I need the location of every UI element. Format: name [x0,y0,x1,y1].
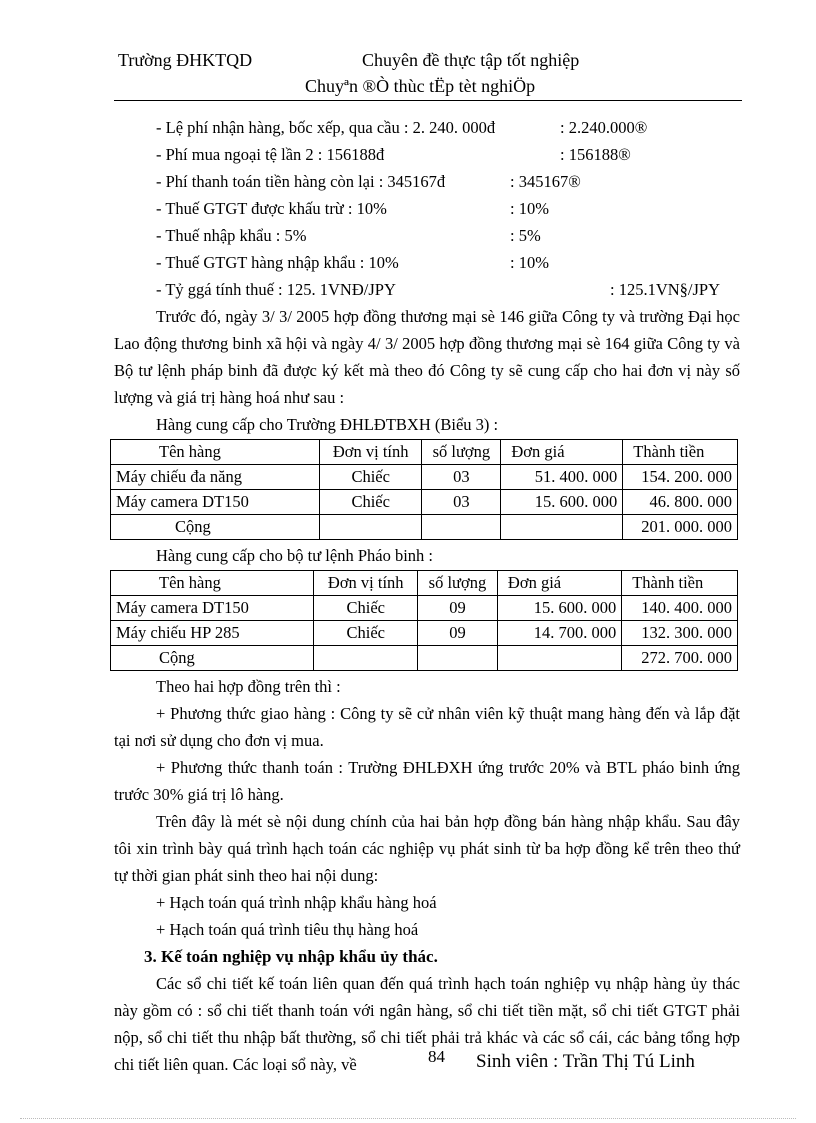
cell-unit: Chiếc [320,490,422,515]
col-header-unit: Đơn vị tính [314,571,418,596]
fee-line [114,141,740,168]
fee-label: - Phí mua ngoại tệ lần 2 : 156188đ [156,145,385,164]
col-header-name: Tên hàng [111,571,314,596]
col-header-total: Thành tiền [622,571,738,596]
empty-cell [422,515,501,540]
cell-unit: Chiếc [314,596,418,621]
table-supply-artillery [110,570,738,671]
table2-caption: Hàng cung cấp cho bộ tư lệnh Pháo binh : [156,546,434,565]
cell-unit: Chiếc [314,621,418,646]
cell-qty: 03 [422,465,501,490]
table-row [111,596,738,621]
cell-qty: 09 [417,621,497,646]
cell-unit: Chiếc [320,465,422,490]
fee-value: : 5% [510,226,541,245]
fee-line [114,249,740,276]
footer-student: Sinh viên : Trần Thị Tú Linh [476,1051,695,1072]
table-total-row [111,515,738,540]
cell-name: Máy camera DT150 [111,490,320,515]
table-row [111,465,738,490]
page-body [114,114,740,1078]
header-title-garbled: Chuyªn ®Ò thùc tËp tèt nghiÖp [305,76,536,96]
section-heading: 3. Kế toán nghiệp vụ nhập khẩu ủy thác. [144,947,438,966]
header-title: Chuyên đề thực tập tốt nghiệp [362,50,580,70]
fee-label: - Thuế GTGT được khấu trừ : 10% [156,199,387,218]
fee-label: - Phí thanh toán tiền hàng còn lại : 345167đ [156,172,446,191]
total-value: 272. 700. 000 [622,646,738,671]
cell-total: 132. 300. 000 [622,621,738,646]
cell-total: 154. 200. 000 [623,465,738,490]
fee-line [114,222,740,249]
cell-total: 46. 800. 000 [623,490,738,515]
payment-method: + Phương thức thanh toán : Trường ĐHLĐXH ứng trước 20% và BTL pháo binh ứng trước 30% giá trị lô hàng. [114,758,740,804]
table-header-row [111,571,738,596]
header-school: Trường ĐHKTQD [118,50,253,70]
page-edge-divider [20,1118,796,1119]
table-header-row [111,440,738,465]
bullet-sales-accounting: + Hạch toán quá trình tiêu thụ hàng hoá [156,920,419,939]
fee-line [114,114,740,141]
col-header-name: Tên hàng [111,440,320,465]
fee-value: : 10% [510,199,549,218]
fee-value: : 156188® [560,145,631,164]
header-divider [114,100,742,101]
intro-paragraph: Trước đó, ngày 3/ 3/ 2005 hợp đồng thương mại sè 146 giữa Công ty và trường Đại học Lao động thương binh xã hội và ngày 4/ 3/ 2005 hợp đồng thương mại sè 164 giữa Công ty và Bộ tư lệnh pháp binh đã được ký kết mà theo đó Công ty sẽ cung cấp cho hai đơn vị này số lượng và giá trị hàng hoá như sau : [114,307,740,407]
cell-total: 140. 400. 000 [622,596,738,621]
total-label: Cộng [111,515,320,540]
summary-paragraph: Trên đây là mét sè nội dung chính của hai bản hợp đồng bán hàng nhập khẩu. Sau đây tôi xin trình bày quá trình hạch toán các nghiệp vụ phát sinh từ ba hợp đồng kể trên theo thứ tự thời gian phát sinh theo hai nội dung: [114,812,740,885]
delivery-method: + Phương thức giao hàng : Công ty sẽ cử nhân viên kỹ thuật mang hàng đến và lắp đặt tại nơi sử dụng cho đơn vị mua. [114,704,740,750]
table-row [111,621,738,646]
col-header-total: Thành tiền [623,440,738,465]
fee-label: - Thuế nhập khẩu : 5% [156,226,307,245]
empty-cell [320,515,422,540]
fee-label: - Thuế GTGT hàng nhập khẩu : 10% [156,253,399,272]
table-row [111,490,738,515]
table1-caption: Hàng cung cấp cho Trường ĐHLĐTBXH (Biểu 3) : [156,415,499,434]
empty-cell [417,646,497,671]
fee-line [114,276,740,303]
page-number: 84 [428,1047,445,1066]
cell-name: Máy camera DT150 [111,596,314,621]
table-total-row [111,646,738,671]
fee-line [114,195,740,222]
bullet-import-accounting: + Hạch toán quá trình nhập khẩu hàng hoá [156,893,437,912]
cell-price: 14. 700. 000 [497,621,621,646]
empty-cell [497,646,621,671]
fee-list [114,114,740,303]
fee-value: : 345167® [510,172,581,191]
cell-qty: 09 [417,596,497,621]
col-header-qty: số lượng [417,571,497,596]
fee-line [114,168,740,195]
table-supply-university [110,439,738,540]
cell-price: 15. 600. 000 [501,490,623,515]
total-value: 201. 000. 000 [623,515,738,540]
contracts-lead: Theo hai hợp đồng trên thì : [156,677,341,696]
col-header-qty: số lượng [422,440,501,465]
fee-label: - Lệ phí nhận hàng, bốc xếp, qua cầu : 2. 240. 000đ [156,118,496,137]
empty-cell [501,515,623,540]
col-header-unit: Đơn vị tính [320,440,422,465]
cell-price: 51. 400. 000 [501,465,623,490]
fee-value: : 2.240.000® [560,118,648,137]
total-label: Cộng [111,646,314,671]
cell-price: 15. 600. 000 [497,596,621,621]
cell-name: Máy chiếu HP 285 [111,621,314,646]
fee-value: : 10% [510,253,549,272]
cell-qty: 03 [422,490,501,515]
fee-label: - Tỷ ggá tính thuế : 125. 1VNĐ/JPY [156,280,396,299]
cell-name: Máy chiếu đa năng [111,465,320,490]
col-header-price: Đơn giá [497,571,621,596]
empty-cell [314,646,418,671]
fee-value: : 125.1VN§/JPY [610,280,721,299]
col-header-price: Đơn giá [501,440,623,465]
section-body: Các sổ chi tiết kế toán liên quan đến quá trình hạch toán nghiệp vụ nhập hàng ủy thác này gồm có : sổ chi tiết thanh toán với ngân hàng, sổ chi tiết tiền mặt, sổ chi tiết GTGT phải nộp, sổ chi tiết thu nhập bất thường, sổ chi tiết phải trả khác và các sổ cái, các bảng tổng hợp chi tiết liên quan. Các loại sổ này, về [114,974,740,1074]
